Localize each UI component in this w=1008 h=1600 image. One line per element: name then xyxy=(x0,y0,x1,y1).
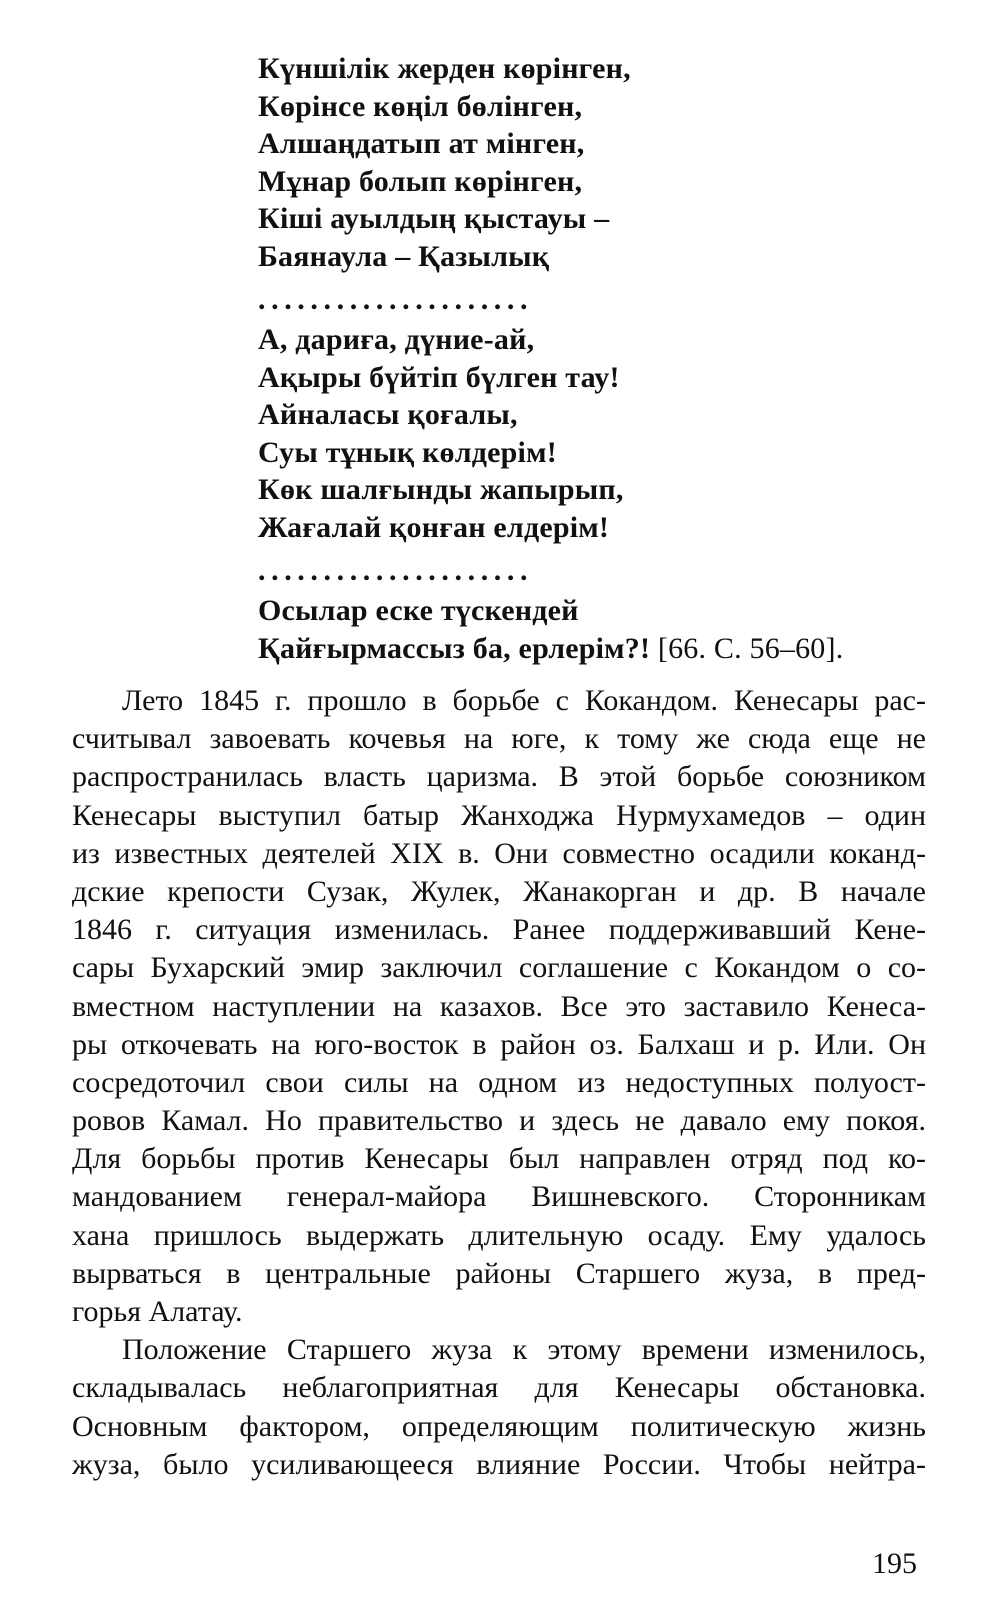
poem-separator: ..................... xyxy=(258,283,534,316)
poem-line: Көк шалғынды жапырып, xyxy=(258,473,624,506)
poem-line: А, дариға, дүние-ай, xyxy=(258,323,535,356)
text-line: считывал завоевать кочевья на юге, к тому же сюда еще не xyxy=(72,722,926,756)
poem-line: Кіші ауылдың қыстауы – xyxy=(258,202,610,235)
text-line: дские крепости Сузак, Жулек, Жанакорган и др. В начале xyxy=(72,874,926,908)
text-line: Лето 1845 г. прошло в борьбе с Кокандом. Кенесары рас- xyxy=(122,684,926,717)
text-line: вместном наступлении на казахов. Все это заставило Кенеса- xyxy=(72,989,926,1023)
text-line: складывалась неблагоприятная для Кенесары обстановка. xyxy=(72,1371,926,1405)
text-line: жуза, было усиливающееся влияние России. Чтобы нейтра- xyxy=(72,1447,926,1481)
poem-line: Ақыры бүйтіп бүлген тау! xyxy=(258,360,620,394)
paragraph xyxy=(72,1331,926,1484)
text-line: из известных деятелей XIX в. Они совместно осадили коканд- xyxy=(72,836,926,870)
poem-line: Осылар еске түскендей xyxy=(258,594,579,627)
poem-line-with-citation xyxy=(258,630,958,668)
text-line: мандованием генерал-майора Вишневского. Сторонникам xyxy=(72,1180,926,1214)
body-text xyxy=(72,682,926,1484)
text-line: ровов Камал. Но правительство и здесь не давало ему покоя. xyxy=(72,1104,926,1138)
poem-line-text: Қайғырмассыз ба, ерлерім?! xyxy=(258,631,651,665)
text-line: Кенесары выступил батыр Жанходжа Нурмухамедов – один xyxy=(72,798,926,832)
citation: [66. С. 56–60]. xyxy=(650,631,844,665)
text-line: горья Алатау. xyxy=(72,1295,243,1328)
text-line: сосредоточил свои силы на одном из недоступных полуост- xyxy=(72,1065,926,1099)
text-line: распространилась власть царизма. В этой борьбе союзником xyxy=(72,760,926,794)
poem-separator: ..................... xyxy=(258,554,534,587)
text-line: Положение Старшего жуза к этому времени изменилось, xyxy=(122,1333,926,1367)
page-number: 195 xyxy=(872,1547,917,1580)
text-line: сары Бухарский эмир заключил соглашение с Кокандом о со- xyxy=(72,951,926,985)
poem-line: Суы тұнық көлдерім! xyxy=(258,435,557,469)
text-line: вырваться в центральные районы Старшего жуза, в пред- xyxy=(72,1256,926,1290)
poem-line: Айналасы қоғалы, xyxy=(258,398,518,431)
poem-line: Мұнар болып көрінген, xyxy=(258,164,583,198)
poem-line: Күншілік жерден көрінген, xyxy=(258,52,631,85)
paragraph xyxy=(72,682,926,1331)
poem-line: Жағалай қонған елдерім! xyxy=(258,510,610,544)
text-line: Основным фактором, определяющим политическую жизнь xyxy=(72,1409,926,1443)
poem-line: Алшаңдатып ат мінген, xyxy=(258,127,585,160)
poem-line: Баянаула – Қазылық xyxy=(258,239,550,273)
poem-block xyxy=(258,50,958,667)
text-line: ры откочевать на юго-восток в район оз. Балхаш и р. Или. Он xyxy=(72,1027,926,1061)
poem-line: Көрінсе көңіл бөлінген, xyxy=(258,89,583,123)
text-line: Для борьбы против Кенесары был направлен отряд под ко- xyxy=(72,1142,926,1176)
text-line: хана пришлось выдержать длительную осаду. Ему удалось xyxy=(72,1218,926,1252)
text-line: 1846 г. ситуация изменилась. Ранее поддерживавший Кене- xyxy=(72,913,926,947)
